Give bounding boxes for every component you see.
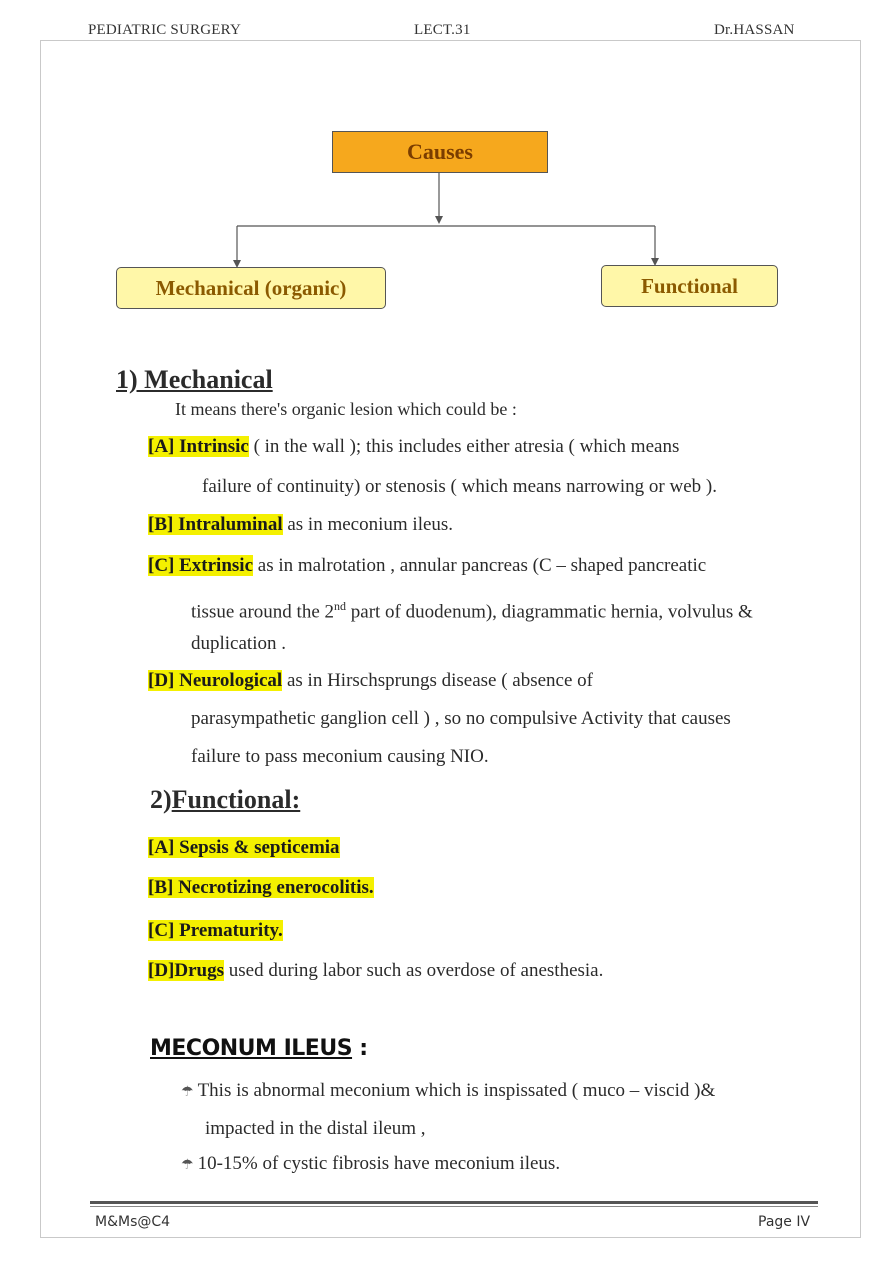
footer-rule-thin (90, 1206, 818, 1207)
neurological-text-cont: parasympathetic ganglion cell ) , so no compulsive Activity that causes (191, 708, 731, 729)
intraluminal-text: as in meconium ileus. (282, 514, 454, 535)
footer-rule (90, 1201, 818, 1204)
label-intrinsic: [A] Intrinsic (148, 436, 249, 457)
header-author: Dr.HASSAN (714, 22, 795, 38)
umbrella-icon: ☂ (181, 1158, 194, 1173)
neurological-text: as in Hirschsprungs disease ( absence of (282, 670, 593, 691)
mechanical-item-c (148, 555, 706, 577)
diagram-mechanical-box: Mechanical (organic) (116, 267, 386, 309)
mechanical-item-b (148, 514, 453, 536)
footer-left: M&Ms@C4 (95, 1214, 171, 1230)
functional-item-a: [A] Sepsis & septicemia (148, 837, 340, 858)
functional-item-b: [B] Necrotizing enerocolitis. (148, 877, 374, 898)
neurological-text-cont2: failure to pass meconium causing NIO. (191, 746, 489, 767)
arrow-head-down (435, 216, 443, 224)
mechanical-item-d (148, 670, 593, 692)
mechanical-intro: It means there's organic lesion which could be : (175, 399, 517, 419)
diagram-connectors (0, 0, 893, 300)
label-extrinsic: [C] Extrinsic (148, 555, 254, 576)
label-intraluminal: [B] Intraluminal (148, 514, 283, 535)
intrinsic-text: ( in the wall ); this includes either atresia ( which means (248, 436, 680, 457)
section-heading-functional: 2)Functional: (150, 785, 301, 814)
intrinsic-text-cont: failure of continuity) or stenosis ( which means narrowing or web ). (202, 476, 717, 497)
drugs-text: used during labor such as overdose of anesthesia. (224, 960, 604, 981)
section-heading-mechanical: 1) Mechanical (116, 365, 273, 394)
diagram-root-causes: Causes (332, 131, 548, 173)
label-neurological: [D] Neurological (148, 670, 283, 691)
meconium-bullet-1-cont: impacted in the distal ileum , (205, 1118, 426, 1139)
functional-item-d (148, 960, 603, 982)
functional-item-c: [C] Prematurity. (148, 920, 283, 941)
diagram-functional-box: Functional (601, 265, 778, 307)
meconium-bullet-1: ☂ This is abnormal meconium which is inspissated ( muco – viscid )& (181, 1080, 716, 1101)
header-course: PEDIATRIC SURGERY (88, 22, 242, 38)
umbrella-icon: ☂ (181, 1085, 194, 1100)
extrinsic-text-cont: tissue around the 2nd part of duodenum), diagrammatic hernia, volvulus & (191, 599, 753, 623)
extrinsic-text-cont2: duplication . (191, 633, 286, 654)
extrinsic-text: as in malrotation , annular pancreas (C – shaped pancreatic (253, 555, 707, 576)
footer-page-number: Page IV (758, 1214, 811, 1230)
label-drugs: [D]Drugs (148, 960, 224, 981)
header-lecture: LECT.31 (414, 22, 471, 38)
mechanical-item-a (148, 436, 679, 458)
section-heading-meconium: MECONUM ILEUS : (150, 1036, 368, 1061)
meconium-bullet-2: ☂ 10-15% of cystic fibrosis have meconium ileus. (181, 1153, 561, 1174)
